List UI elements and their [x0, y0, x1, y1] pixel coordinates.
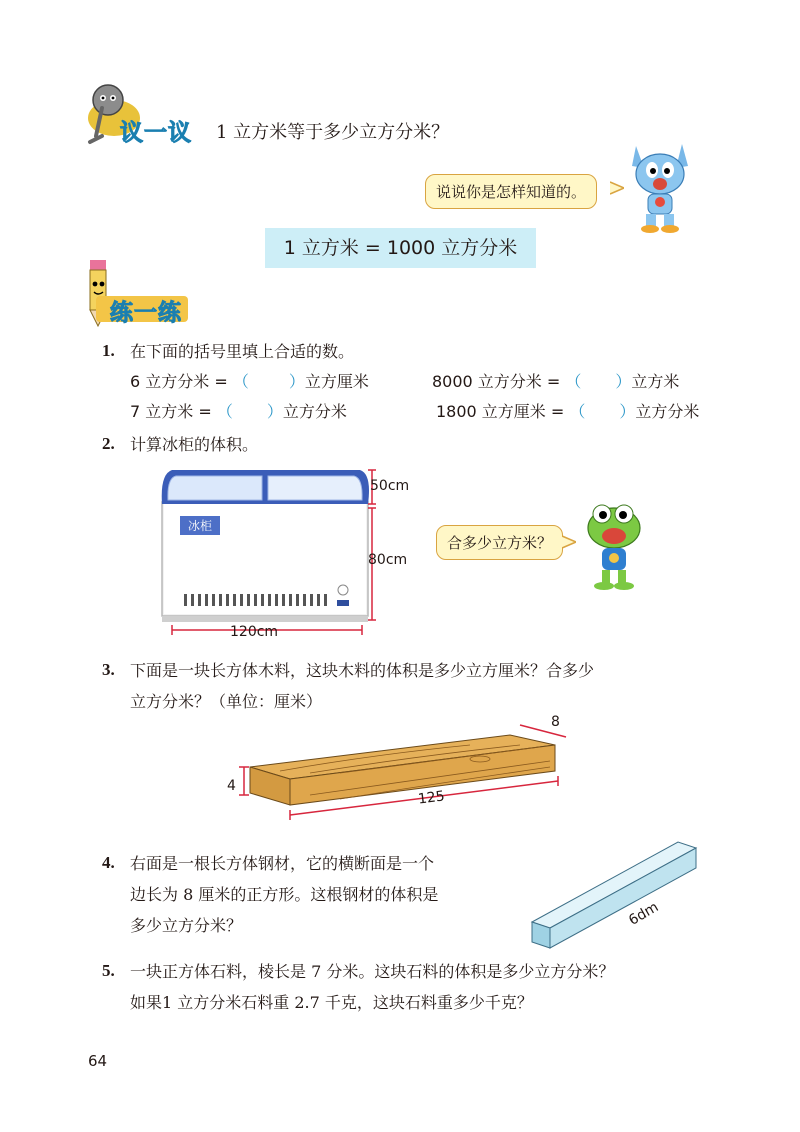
q1-item-3	[130, 396, 347, 427]
q4-line-1: 右面是一根长方体钢材，它的横断面是一个	[130, 854, 435, 873]
q1-item-3-open: （	[216, 402, 233, 421]
wood-dim-height: 4	[227, 778, 236, 794]
q1-text: 在下面的括号里填上合适的数。	[130, 342, 355, 361]
speech-bubble-discuss: 说说你是怎样知道的。	[425, 174, 597, 209]
q1-item-1-open: （	[232, 372, 249, 391]
q5-line-2: 如果1 立方分米石料重 2.7 千克，这块石料重多少千克？	[130, 993, 533, 1012]
speech-bubble-tail-icon	[562, 534, 576, 550]
q1-item-2	[432, 366, 679, 397]
freezer-dim-width: 120cm	[230, 624, 279, 640]
q4-number: 4.	[102, 853, 115, 872]
q3-line-2: 立方分米？（单位：厘米）	[130, 692, 323, 711]
freezer-dim-top: 50cm	[370, 478, 410, 494]
q1-item-2-open: （	[565, 372, 582, 391]
q4-line-3: 多少立方分米？	[130, 916, 243, 935]
q2-number: 2.	[102, 434, 115, 453]
steel-bar-illustration	[528, 838, 704, 954]
fact-box: 1 立方米 = 1000 立方分米	[265, 228, 536, 268]
green-frog-mascot-icon	[582, 498, 646, 594]
q1-item-2-left: 8000 立方分米 =	[432, 372, 566, 391]
practice-heading: 练一练	[110, 300, 182, 326]
steel-dim-length: 6dm	[626, 899, 662, 929]
q4-line-2: 边长为 8 厘米的正方形。这根钢材的体积是	[130, 885, 439, 904]
q1-item-1-left: 6 立方分米 =	[130, 372, 233, 391]
q1-item-3-left: 7 立方米 =	[130, 402, 217, 421]
q1-item-1-right: 立方厘米	[304, 372, 369, 391]
q5-number: 5.	[102, 961, 115, 980]
freezer-dim-height: 80cm	[368, 552, 408, 568]
page-number: 64	[88, 1052, 108, 1070]
wood-dim-width: 8	[551, 714, 560, 730]
q1-item-4	[436, 396, 699, 427]
q1-item-3-close: ）	[266, 402, 283, 421]
discuss-heading: 议一议	[120, 120, 192, 146]
q1-item-3-right: 立方分米	[282, 402, 347, 421]
q3-line-1: 下面是一块长方体木料，这块木料的体积是多少立方厘米？合多少	[130, 661, 595, 680]
q2-text: 计算冰柜的体积。	[130, 435, 259, 454]
q1-item-4-right: 立方分米	[635, 402, 700, 421]
q1-item-1-close: ）	[288, 372, 305, 391]
q1-item-4-left: 1800 立方厘米 =	[436, 402, 570, 421]
wood-block-illustration	[220, 715, 590, 835]
wood-dim-length: 125	[417, 788, 446, 808]
speech-bubble-freezer: 合多少立方米？	[436, 525, 563, 560]
freezer-label: 冰柜	[180, 516, 220, 535]
q1-number: 1.	[102, 341, 115, 360]
q5-line-1: 一块正方体石料，棱长是 7 分米。这块石料的体积是多少立方分米？	[130, 962, 615, 981]
speech-bubble-tail-icon	[610, 180, 624, 196]
q1-item-4-open: （	[569, 402, 586, 421]
q1-item-1	[130, 366, 369, 397]
q3-number: 3.	[102, 660, 115, 679]
q1-item-2-right: 立方米	[631, 372, 680, 391]
discuss-question: 1 立方米等于多少立方分米？	[216, 122, 450, 143]
q1-item-4-close: ）	[619, 402, 636, 421]
q1-item-2-close: ）	[615, 372, 632, 391]
blue-cat-mascot-icon	[624, 138, 696, 234]
